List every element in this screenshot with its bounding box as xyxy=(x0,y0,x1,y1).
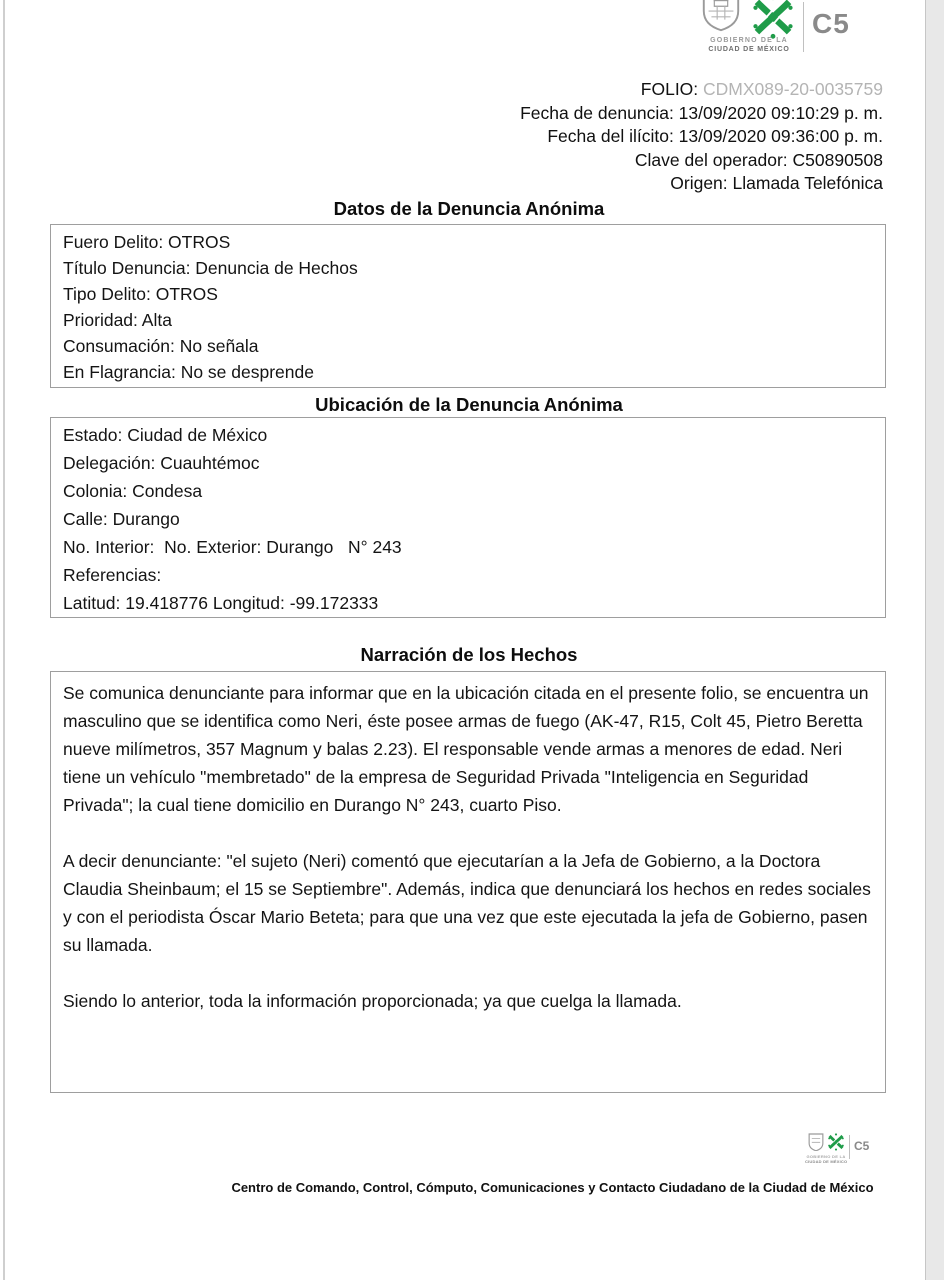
field-estado: Estado: Ciudad de México xyxy=(63,425,268,445)
folio-line xyxy=(300,78,883,102)
footer-gobierno-line2: CIUDAD DE MÉXICO xyxy=(805,1159,848,1164)
field-flagrancia: En Flagrancia: No se desprende xyxy=(63,362,314,382)
section-title-narracion: Narración de los Hechos xyxy=(360,644,578,665)
gobierno-label-line2: CIUDAD DE MÉXICO xyxy=(708,46,790,53)
narracion-paragraph-1: Se comunica denunciante para informar que en la ubicación citada en el presente folio, se encuentra un masculino que se identifica como Neri, éste posee armas de fuego (AK-47, R15, Colt 45, Pietro Beretta nueve milímetros, 357 Magnum y balas 2.23). El responsable vende armas a menores de edad. Neri tiene un vehículo "membretado" de la empresa de Seguridad Privada "Inteligencia en Seguridad Privada"; la cual tiene domicilio en Durango N° 243, cuarto Piso. xyxy=(63,683,874,815)
narracion-box xyxy=(50,671,886,1093)
narracion-paragraph-3: Siendo lo anterior, toda la información proporcionada; ya que cuelga la llamada. xyxy=(63,991,682,1011)
folio-label: FOLIO: xyxy=(640,79,704,99)
field-numeros: No. Interior: No. Exterior: Durango N° 243 xyxy=(63,537,402,557)
report-meta xyxy=(300,78,883,196)
origen: Origen: Llamada Telefónica xyxy=(670,173,883,194)
clave-operador: Clave del operador: C50890508 xyxy=(634,149,883,170)
field-prioridad: Prioridad: Alta xyxy=(63,310,172,330)
c5-wordmark: C5 xyxy=(812,8,850,39)
cdmx-c5-logo xyxy=(700,0,850,60)
folio-value: CDMX089-20-0035759 xyxy=(703,79,883,99)
field-fuero-delito: Fuero Delito: OTROS xyxy=(63,232,231,252)
cdmx-shield-icon xyxy=(700,0,742,39)
section-title-ubicacion: Ubicación de la Denuncia Anónima xyxy=(315,394,623,415)
footer-knot-icon xyxy=(827,1133,845,1156)
logo-divider xyxy=(803,2,804,52)
fecha-ilicito: Fecha del ilícito: 13/09/2020 09:36:00 p. m. xyxy=(547,126,883,147)
page-left-edge xyxy=(3,0,5,1280)
field-calle: Calle: Durango xyxy=(63,509,180,529)
field-coordenadas: Latitud: 19.418776 Longitud: -99.172333 xyxy=(63,593,379,613)
footer-shield-icon xyxy=(808,1133,824,1156)
field-referencias: Referencias: xyxy=(63,565,162,585)
section-title-datos: Datos de la Denuncia Anónima xyxy=(333,198,605,219)
footer-logo-divider xyxy=(849,1135,850,1159)
datos-box xyxy=(50,224,886,388)
page-right-edge xyxy=(925,0,944,1280)
narracion-paragraph-2: A decir denunciante: "el sujeto (Neri) comentó que ejecutarían a la Jefa de Gobierno, a la Doctora Claudia Sheinbaum; el 15 se Septiembre". Además, indica que denunciará los hechos en redes sociales y con el periodista Óscar Mario Beteta; para que una vez que este ejecutada la jefa de Gobierno, pasen su llamada. xyxy=(63,851,876,955)
field-titulo-denuncia: Título Denuncia: Denuncia de Hechos xyxy=(63,258,358,278)
fecha-denuncia: Fecha de denuncia: 13/09/2020 09:10:29 p. m. xyxy=(520,102,883,123)
ubicacion-box xyxy=(50,417,886,618)
field-colonia: Colonia: Condesa xyxy=(63,481,203,501)
footer-c5-wordmark: C5 xyxy=(854,1139,870,1153)
footer-institution-name: Centro de Comando, Control, Cómputo, Comunicaciones y Contacto Ciudadano de la Ciudad de México xyxy=(231,1180,874,1195)
field-tipo-delito: Tipo Delito: OTROS xyxy=(63,284,218,304)
field-delegacion: Delegación: Cuauhtémoc xyxy=(63,453,260,473)
field-consumacion: Consumación: No señala xyxy=(63,336,259,356)
footer-gobierno-line1: GOBIERNO DE LA xyxy=(806,1154,846,1159)
gobierno-label-line1: GOBIERNO DE LA xyxy=(710,37,788,44)
footer-cdmx-c5-logo xyxy=(805,1131,878,1171)
